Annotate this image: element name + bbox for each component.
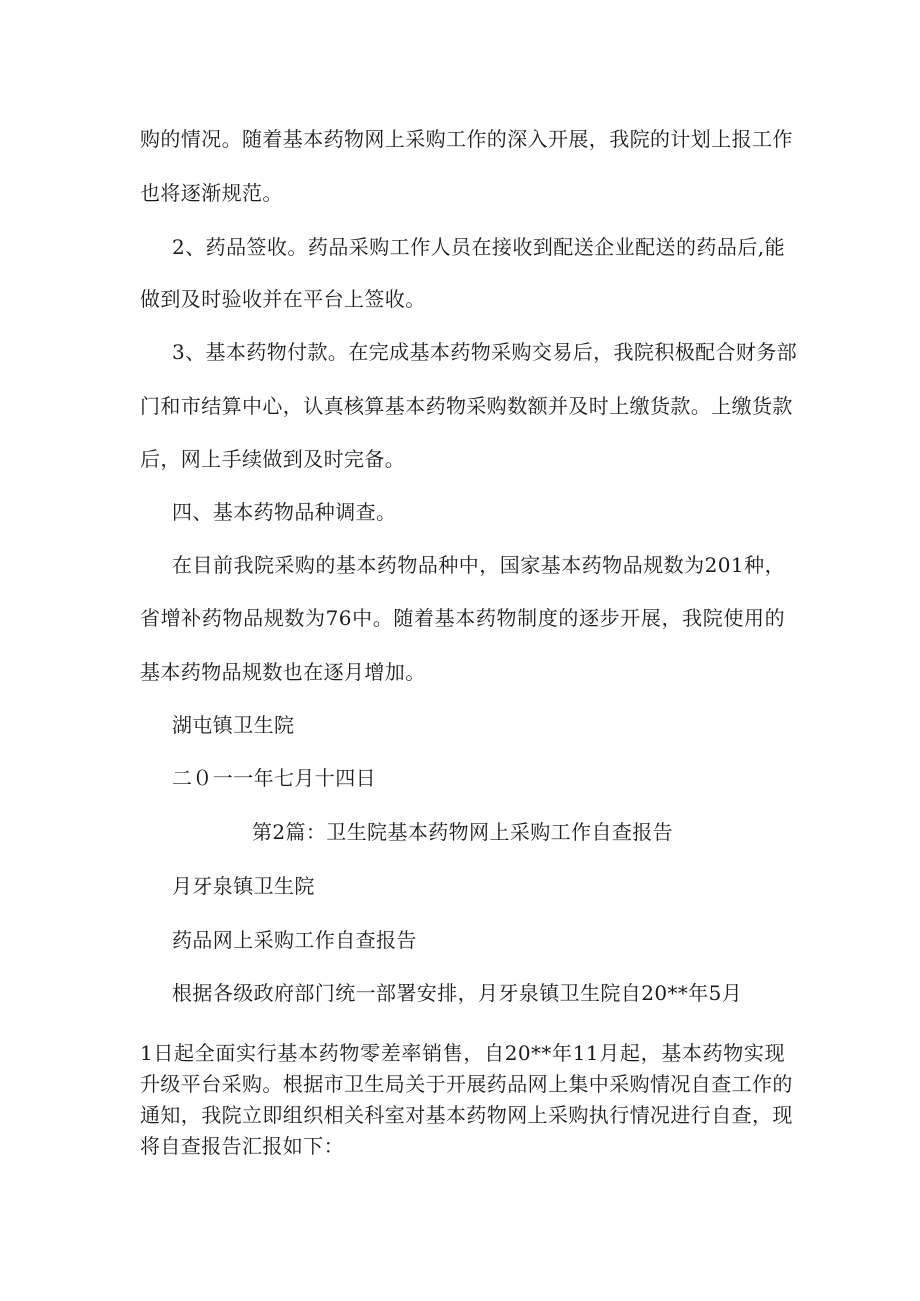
organization-name: 月牙泉镇卫生院 [172,874,315,898]
paragraph-line: 将自查报告汇报如下： [140,1134,344,1158]
paragraph-line: 购的情况。随着基本药物网上采购工作的深入开展，我院的计划上报工作 [140,127,793,151]
paragraph-line: 1日起全面实行基本药物零差率销售，自20**年11月起，基本药物实现 [140,1041,785,1065]
paragraph-line: 在目前我院采购的基本药物品种中，国家基本药物品规数为201种， [172,553,785,577]
paragraph-line: 通知，我院立即组织相关科室对基本药物网上采购执行情况进行自查，现 [140,1103,793,1127]
paragraph-line: 门和市结算中心，认真核算基本药物采购数额并及时上缴货款。上缴货款 [140,394,793,418]
paragraph-line: 后，网上手续做到及时完备。 [140,447,406,471]
signature-date: 二０一一年七月十四日 [172,766,376,790]
dense-paragraph [140,1038,793,1162]
paragraph-line: 3、基本药物付款。在完成基本药物采购交易后，我院积极配合财务部 [172,340,798,364]
report-title: 药品网上采购工作自查报告 [172,928,417,952]
paragraph-line: 省增补药物品规数为76中。随着基本药物制度的逐步开展，我院使用的 [140,606,785,630]
signature-organization: 湖屯镇卫生院 [172,713,295,737]
paragraph-line: 也将逐渐规范。 [140,181,283,205]
paragraph-line: 根据各级政府部门统一部署安排，月牙泉镇卫生院自20**年5月 [172,981,743,1005]
paragraph-line: 升级平台采购。根据市卫生局关于开展药品网上集中采购情况自查工作的 [140,1072,793,1096]
paragraph-line: 基本药物品规数也在逐月增加。 [140,660,426,684]
paragraph-line: 做到及时验收并在平台上签收。 [140,287,426,311]
section-heading: 四、基本药物品种调查。 [172,500,397,524]
paragraph-line: 2、药品签收。药品采购工作人员在接收到配送企业配送的药品后,能 [172,235,785,259]
article-title: 第2篇：卫生院基本药物网上采购工作自查报告 [251,820,674,844]
